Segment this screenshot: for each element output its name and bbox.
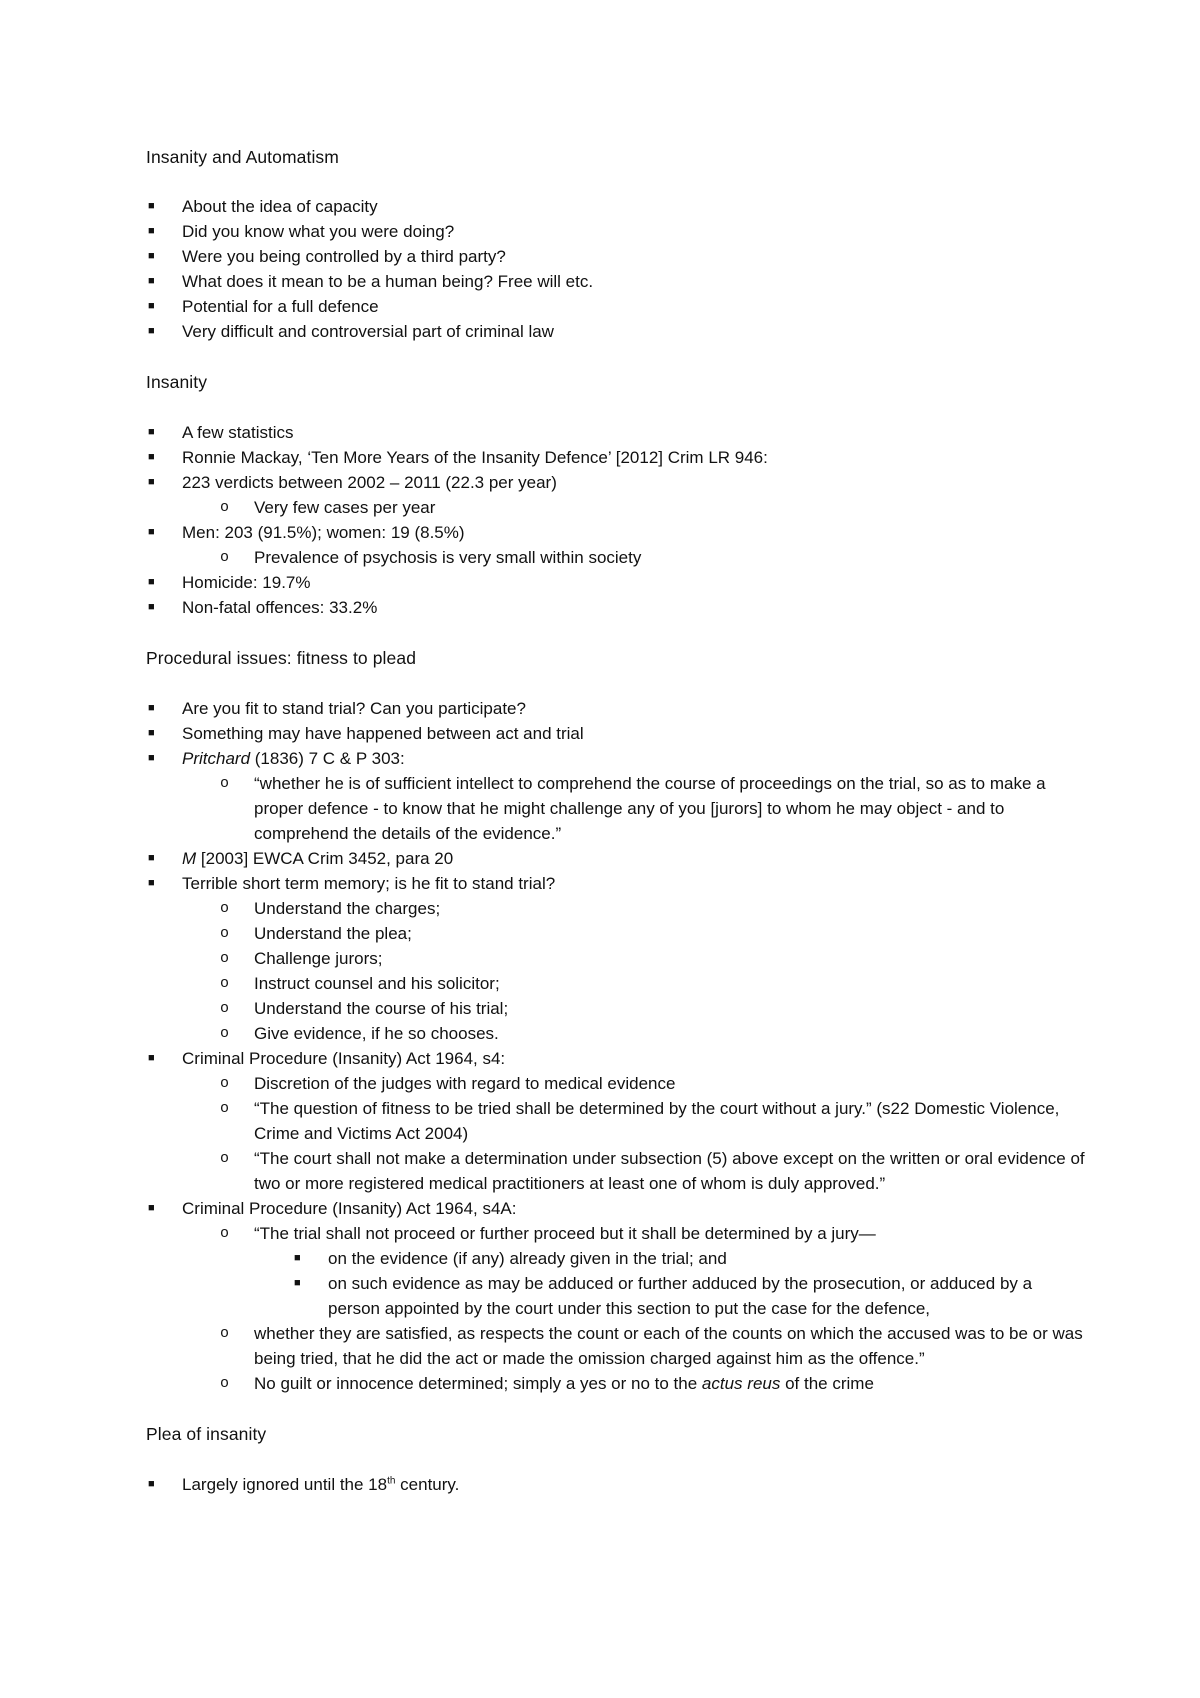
square-bullet-icon: ■ <box>148 451 155 463</box>
circle-bullet-icon: o <box>220 1075 230 1092</box>
list-item: o Understand the charges; <box>146 896 1086 921</box>
list-item: o “The trial shall not proceed or further proceed but it shall be determined by a jury— <box>146 1221 1086 1246</box>
list-item: o Give evidence, if he so chooses. <box>146 1021 1086 1046</box>
heading-insanity-and-automatism: Insanity and Automatism <box>146 147 339 167</box>
square-bullet-icon: ■ <box>148 1052 155 1064</box>
square-bullet-icon: ■ <box>148 225 155 237</box>
list-fitness-to-plead <box>146 696 1086 1396</box>
square-bullet-icon: ■ <box>148 526 155 538</box>
list-item: ■ Non-fatal offences: 33.2% <box>146 595 1086 620</box>
circle-bullet-icon: o <box>220 775 230 792</box>
list-item: o No guilt or innocence determined; simply a yes or no to the actus reus of the crime <box>146 1371 1086 1396</box>
square-bullet-icon: ■ <box>148 275 155 287</box>
circle-bullet-icon: o <box>220 925 230 942</box>
square-bullet-icon: ■ <box>148 325 155 337</box>
list-item: ■ Criminal Procedure (Insanity) Act 1964, s4: <box>146 1046 1086 1071</box>
list-statistics <box>146 420 1086 620</box>
circle-bullet-icon: o <box>220 1375 230 1392</box>
list-item: ■ Very difficult and controversial part of criminal law <box>146 319 1086 344</box>
square-bullet-icon: ■ <box>148 576 155 588</box>
square-bullet-icon: ■ <box>294 1252 301 1264</box>
circle-bullet-icon: o <box>220 549 230 566</box>
list-item: ■ Were you being controlled by a third party? <box>146 244 1086 269</box>
circle-bullet-icon: o <box>220 900 230 917</box>
list-item: ■ M [2003] EWCA Crim 3452, para 20 <box>146 846 1086 871</box>
square-bullet-icon: ■ <box>148 1478 155 1490</box>
heading-insanity: Insanity <box>146 372 208 392</box>
list-item: o Prevalence of psychosis is very small within society <box>146 545 1086 570</box>
list-item: ■ Ronnie Mackay, ‘Ten More Years of the Insanity Defence’ [2012] Crim LR 946: <box>146 445 1086 470</box>
circle-bullet-icon: o <box>220 1225 230 1242</box>
list-item: ■ on such evidence as may be adduced or further adduced by the prosecution, or adduced by a person appointed by the court under this section to put the case for the defence, <box>146 1271 1086 1321</box>
list-item: o Discretion of the judges with regard to medical evidence <box>146 1071 1086 1096</box>
square-bullet-icon: ■ <box>148 752 155 764</box>
circle-bullet-icon: o <box>220 1025 230 1042</box>
list-item: ■ Men: 203 (91.5%); women: 19 (8.5%) <box>146 520 1086 545</box>
latin-term: actus reus <box>701 1374 781 1393</box>
list-item: ■ Did you know what you were doing? <box>146 219 1086 244</box>
square-bullet-icon: ■ <box>148 476 155 488</box>
list-item: ■ Pritchard (1836) 7 C & P 303: <box>146 746 1086 771</box>
list-item: ■ About the idea of capacity <box>146 194 1086 219</box>
square-bullet-icon: ■ <box>148 877 155 889</box>
list-item: ■ A few statistics <box>146 420 1086 445</box>
list-item: o Understand the plea; <box>146 921 1086 946</box>
circle-bullet-icon: o <box>220 1150 230 1167</box>
list-item: ■ on the evidence (if any) already given in the trial; and <box>146 1246 1086 1271</box>
list-item: o whether they are satisfied, as respects the count or each of the counts on which the accused was to be or was being tried, that he did the act or made the omission charged against him as the offence.” <box>146 1321 1086 1371</box>
list-item: ■ Terrible short term memory; is he fit to stand trial? <box>146 871 1086 896</box>
list-item: ■ Something may have happened between act and trial <box>146 721 1086 746</box>
list-item: o Very few cases per year <box>146 495 1086 520</box>
document-page <box>146 144 1086 1497</box>
circle-bullet-icon: o <box>220 499 230 516</box>
heading-plea-of-insanity: Plea of insanity <box>146 1424 267 1444</box>
square-bullet-icon: ■ <box>148 250 155 262</box>
list-plea-of-insanity <box>146 1472 1086 1497</box>
list-item: o Instruct counsel and his solicitor; <box>146 971 1086 996</box>
square-bullet-icon: ■ <box>148 702 155 714</box>
square-bullet-icon: ■ <box>148 426 155 438</box>
list-item: ■ Potential for a full defence <box>146 294 1086 319</box>
circle-bullet-icon: o <box>220 1000 230 1017</box>
square-bullet-icon: ■ <box>294 1277 301 1289</box>
circle-bullet-icon: o <box>220 975 230 992</box>
list-item: ■ 223 verdicts between 2002 – 2011 (22.3 per year) <box>146 470 1086 495</box>
list-item: ■ Largely ignored until the 18th century. <box>146 1472 1086 1497</box>
list-item: o Understand the course of his trial; <box>146 996 1086 1021</box>
list-item: o Challenge jurors; <box>146 946 1086 971</box>
square-bullet-icon: ■ <box>148 300 155 312</box>
circle-bullet-icon: o <box>220 1325 230 1342</box>
list-intro <box>146 194 1086 344</box>
circle-bullet-icon: o <box>220 950 230 967</box>
square-bullet-icon: ■ <box>148 727 155 739</box>
case-name: M <box>182 849 197 868</box>
heading-fitness-to-plead: Procedural issues: fitness to plead <box>146 648 417 668</box>
case-name: Pritchard <box>182 749 251 768</box>
square-bullet-icon: ■ <box>148 1202 155 1214</box>
square-bullet-icon: ■ <box>148 852 155 864</box>
square-bullet-icon: ■ <box>148 200 155 212</box>
list-item: o “The court shall not make a determination under subsection (5) above except on the written or oral evidence of two or more registered medical practitioners at least one of whom is duly approved.” <box>146 1146 1086 1196</box>
list-item: o “The question of fitness to be tried shall be determined by the court without a jury.” (s22 Domestic Violence, Crime and Victims Act 2004) <box>146 1096 1086 1146</box>
list-item: ■ Homicide: 19.7% <box>146 570 1086 595</box>
list-item: ■ What does it mean to be a human being? Free will etc. <box>146 269 1086 294</box>
square-bullet-icon: ■ <box>148 601 155 613</box>
list-item: ■ Criminal Procedure (Insanity) Act 1964, s4A: <box>146 1196 1086 1221</box>
circle-bullet-icon: o <box>220 1100 230 1117</box>
list-item: ■ Are you fit to stand trial? Can you participate? <box>146 696 1086 721</box>
list-item: o “whether he is of sufficient intellect to comprehend the course of proceedings on the trial, so as to make a proper defence - to know that he might challenge any of you [jurors] to whom he may object - and to comprehend the details of the evidence.” <box>146 771 1086 846</box>
